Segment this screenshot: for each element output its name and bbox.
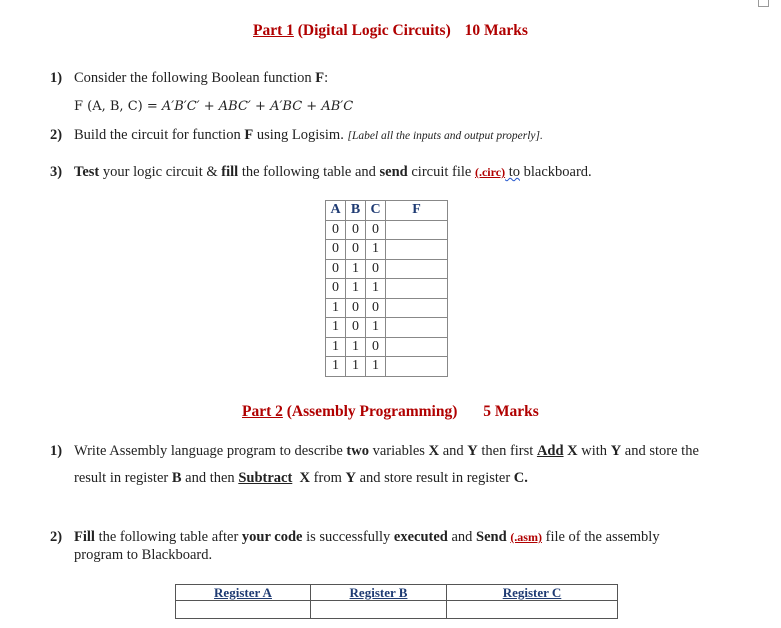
- boolean-formula: [74, 99, 353, 114]
- q1-func-name: F: [315, 70, 325, 86]
- cell-b: 0: [346, 298, 366, 318]
- truth-table-header-a: A: [326, 201, 346, 221]
- p2q1-word-two: two: [346, 443, 369, 459]
- q3-word-test: Test: [74, 164, 100, 180]
- part2-q2-line1: [74, 529, 660, 546]
- part2-q1-line1: Write Assembly language program to describe two variables X and Y then first Add X with Y and store the: [74, 443, 699, 459]
- q2-note: [Label all the inputs and output properly].: [347, 130, 543, 142]
- formula-lhs: F (A, B, C) =: [74, 99, 162, 114]
- q3-file-ext: (.circ): [474, 165, 506, 179]
- table-row: [326, 240, 448, 260]
- formula-term-2: ABC′: [218, 99, 251, 114]
- p2q1-and: and: [439, 443, 468, 459]
- cell-a: 0: [326, 259, 346, 279]
- part2-q1-line2: [74, 470, 528, 487]
- part1-q3-number: 3): [50, 164, 63, 180]
- cell-b: 0: [346, 318, 366, 338]
- q1-text: Consider the following Boolean function: [74, 70, 316, 86]
- p2q1-reg-c: C.: [513, 470, 528, 486]
- formula-term-3: A′BC: [270, 99, 303, 114]
- table-row: [326, 318, 448, 338]
- p2q2-text-c: and: [447, 529, 477, 545]
- p2q1-var-y-3: Y: [345, 470, 356, 486]
- part2-marks: 5 Marks: [483, 403, 539, 420]
- table-row: [326, 298, 448, 318]
- cell-b: 0: [346, 220, 366, 240]
- truth-table-header-c: C: [366, 201, 386, 221]
- part1-title-rest: (Digital Logic Circuits): [297, 22, 451, 39]
- p2q1-var-y-2: Y: [610, 443, 622, 459]
- cell-c: 0: [366, 259, 386, 279]
- q2-text-a: Build the circuit for function: [74, 127, 245, 143]
- cell-f-input[interactable]: [386, 318, 448, 338]
- p2q1-and-2: and: [621, 443, 650, 459]
- p2q1-word-add: Add: [536, 443, 564, 459]
- cell-f-input[interactable]: [386, 337, 448, 357]
- p2q2-file-ext: (.asm): [510, 530, 542, 544]
- truth-table-header-b: B: [346, 201, 366, 221]
- table-row: [326, 337, 448, 357]
- cell-a: 1: [326, 318, 346, 338]
- table-row: [326, 259, 448, 279]
- part1-q3-text: [74, 164, 592, 181]
- cell-c: 1: [366, 357, 386, 377]
- part2-title-rest: (Assembly Programming): [286, 403, 458, 420]
- p2q1-line2-a: result in register: [74, 470, 172, 486]
- register-b-value[interactable]: [311, 601, 447, 619]
- table-row: [326, 220, 448, 240]
- window-corner-icon: [758, 0, 769, 7]
- p2q1-word-subtract: Subtract: [238, 470, 293, 486]
- cell-a: 1: [326, 298, 346, 318]
- truth-table-header-row: [326, 201, 448, 221]
- register-a-value[interactable]: [176, 601, 311, 619]
- q1-colon: :: [324, 70, 329, 86]
- p2q2-text-d: file of the assembly: [541, 529, 660, 545]
- cell-c: 0: [366, 298, 386, 318]
- cell-f-input[interactable]: [386, 298, 448, 318]
- cell-f-input[interactable]: [386, 240, 448, 260]
- register-b-header: Register B: [311, 585, 447, 601]
- part2-title-prefix: Part 2: [242, 403, 283, 420]
- cell-c: 0: [366, 220, 386, 240]
- q3-word-to: to: [505, 164, 520, 180]
- cell-c: 1: [366, 279, 386, 299]
- register-c-header: Register C: [447, 585, 618, 601]
- q2-text-b: using Logisim.: [253, 127, 348, 143]
- formula-plus-2: +: [250, 99, 271, 114]
- q3-word-send: send: [379, 164, 408, 180]
- truth-table: [325, 200, 448, 377]
- p2q1-var-y: Y: [467, 443, 478, 459]
- q2-func-name: F: [244, 127, 254, 143]
- part2-heading: [242, 403, 539, 421]
- p2q1-text-b: variables: [368, 443, 429, 459]
- cell-a: 0: [326, 240, 346, 260]
- table-row: [326, 279, 448, 299]
- p2q1-line2-d: and store result in register: [355, 470, 514, 486]
- register-a-header: Register A: [176, 585, 311, 601]
- table-row: [326, 357, 448, 377]
- formula-term-1: A′B′C′: [161, 99, 200, 114]
- cell-b: 1: [346, 357, 366, 377]
- p2q2-text-b: is successfully: [302, 529, 394, 545]
- p2q1-text-c: then first: [477, 443, 537, 459]
- part1-heading: [253, 22, 528, 40]
- q3-text-d: blackboard.: [519, 164, 592, 180]
- p2q1-var-x: X: [428, 443, 440, 459]
- cell-c: 1: [366, 240, 386, 260]
- formula-plus-1: +: [199, 99, 219, 114]
- part1-q2-number: 2): [50, 127, 63, 143]
- cell-c: 0: [366, 337, 386, 357]
- cell-f-input[interactable]: [386, 357, 448, 377]
- part1-q1-number: 1): [50, 70, 63, 86]
- register-table-value-row: [176, 601, 618, 619]
- part1-q2-text: [74, 127, 543, 144]
- p2q1-var-x-2: X: [567, 443, 578, 459]
- p2q1-line2-b: and then: [181, 470, 239, 486]
- p2q2-word-fill: Fill: [74, 529, 95, 545]
- p2q2-word-executed: executed: [393, 529, 448, 545]
- cell-a: 1: [326, 357, 346, 377]
- cell-b: 1: [346, 259, 366, 279]
- p2q1-text-a: Write Assembly language program to describe: [74, 443, 347, 459]
- cell-a: 1: [326, 337, 346, 357]
- cell-c: 1: [366, 318, 386, 338]
- formula-term-4: AB′C: [321, 99, 354, 114]
- q3-word-fill: fill: [221, 164, 239, 180]
- part2-q1-number: 1): [50, 443, 63, 459]
- truth-table-header-f: F: [386, 201, 448, 221]
- register-table: [175, 584, 618, 619]
- formula-plus-3: +: [302, 99, 322, 114]
- part1-marks: 10 Marks: [464, 22, 528, 39]
- cell-f-input[interactable]: [386, 220, 448, 240]
- p2q2-text-a: the following table after: [94, 529, 242, 545]
- cell-b: 1: [346, 337, 366, 357]
- q3-text-b: the following table and: [238, 164, 380, 180]
- cell-f-input[interactable]: [386, 279, 448, 299]
- p2q2-word-send: Send: [476, 529, 507, 545]
- cell-b: 0: [346, 240, 366, 260]
- cell-a: 0: [326, 220, 346, 240]
- q3-text-a: your logic circuit &: [99, 164, 222, 180]
- cell-b: 1: [346, 279, 366, 299]
- p2q2-word-code: your code: [241, 529, 303, 545]
- cell-a: 0: [326, 279, 346, 299]
- p2q1-line2-c: from: [310, 470, 346, 486]
- part1-title-prefix: Part 1: [253, 22, 294, 39]
- register-table-header-row: [176, 585, 618, 601]
- q3-text-c: circuit file: [407, 164, 475, 180]
- part1-q1-text: [74, 70, 328, 87]
- p2q1-reg-b: B: [171, 470, 182, 486]
- part2-q2-line2: program to Blackboard.: [74, 547, 213, 563]
- cell-f-input[interactable]: [386, 259, 448, 279]
- p2q1-var-x-3: X: [299, 470, 311, 486]
- p2q1-with: with: [577, 443, 611, 459]
- register-c-value[interactable]: [447, 601, 618, 619]
- part2-q2-number: 2): [50, 529, 63, 545]
